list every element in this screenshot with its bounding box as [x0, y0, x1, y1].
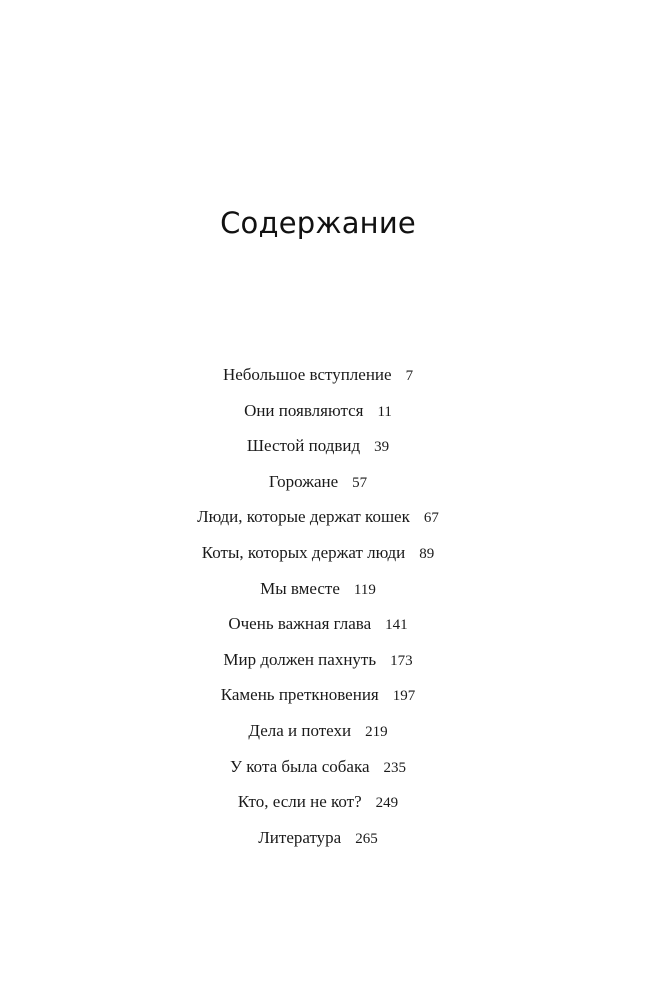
- toc-entry-title: Литература: [258, 827, 342, 847]
- toc-entry: [0, 612, 636, 648]
- toc-entry: [0, 755, 636, 791]
- toc-entry: [0, 826, 636, 862]
- toc-entry-title: Небольшое вступление: [222, 365, 392, 384]
- toc-entry-page: 39: [374, 439, 390, 456]
- toc-entry-page: 57: [352, 474, 368, 491]
- toc-entry: [0, 790, 636, 826]
- toc-entry-title: Очень важная глава: [228, 614, 372, 634]
- toc-entry: [0, 577, 636, 613]
- toc-entry-title: У кота была собака: [229, 756, 370, 776]
- toc-entry-title: Камень преткновения: [220, 685, 379, 705]
- table-of-contents: [0, 363, 636, 861]
- toc-entry-page: 265: [355, 830, 378, 847]
- toc-entry-title: Они появляются: [244, 400, 364, 420]
- toc-entry-page: 89: [419, 545, 435, 562]
- page-title: Содержание: [220, 206, 416, 240]
- toc-entry-page: 119: [353, 581, 376, 598]
- toc-entry: [0, 648, 636, 684]
- toc-entry-page: 141: [385, 617, 408, 634]
- toc-entry-title: Горожане: [268, 471, 339, 491]
- toc-entry: [0, 541, 636, 577]
- toc-entry: [0, 434, 636, 470]
- toc-entry-page: 7: [405, 368, 414, 384]
- toc-entry-title: Люди, которые держат кошек: [197, 507, 410, 527]
- toc-entry: [0, 683, 636, 719]
- toc-entry: [0, 363, 636, 399]
- toc-entry-page: 173: [390, 652, 413, 669]
- toc-entry-page: 11: [377, 403, 392, 420]
- toc-entry: [0, 719, 636, 755]
- toc-entry: [0, 505, 636, 541]
- toc-entry-page: 67: [423, 510, 439, 527]
- toc-entry-page: 219: [365, 723, 388, 740]
- toc-entry-title: Мы вместе: [260, 578, 340, 598]
- toc-entry: [0, 470, 636, 506]
- toc-entry-title: Коты, которых держат люди: [201, 542, 406, 562]
- toc-entry-page: 249: [375, 795, 399, 812]
- toc-entry-page: 235: [383, 759, 407, 776]
- toc-entry: [0, 399, 636, 435]
- toc-entry-title: Дела и потехи: [248, 720, 352, 740]
- toc-entry-title: Кто, если не кот?: [237, 792, 362, 812]
- toc-entry-page: 197: [392, 688, 416, 705]
- toc-entry-title: Шестой подвид: [246, 436, 361, 456]
- toc-entry-title: Мир должен пахнуть: [223, 649, 377, 669]
